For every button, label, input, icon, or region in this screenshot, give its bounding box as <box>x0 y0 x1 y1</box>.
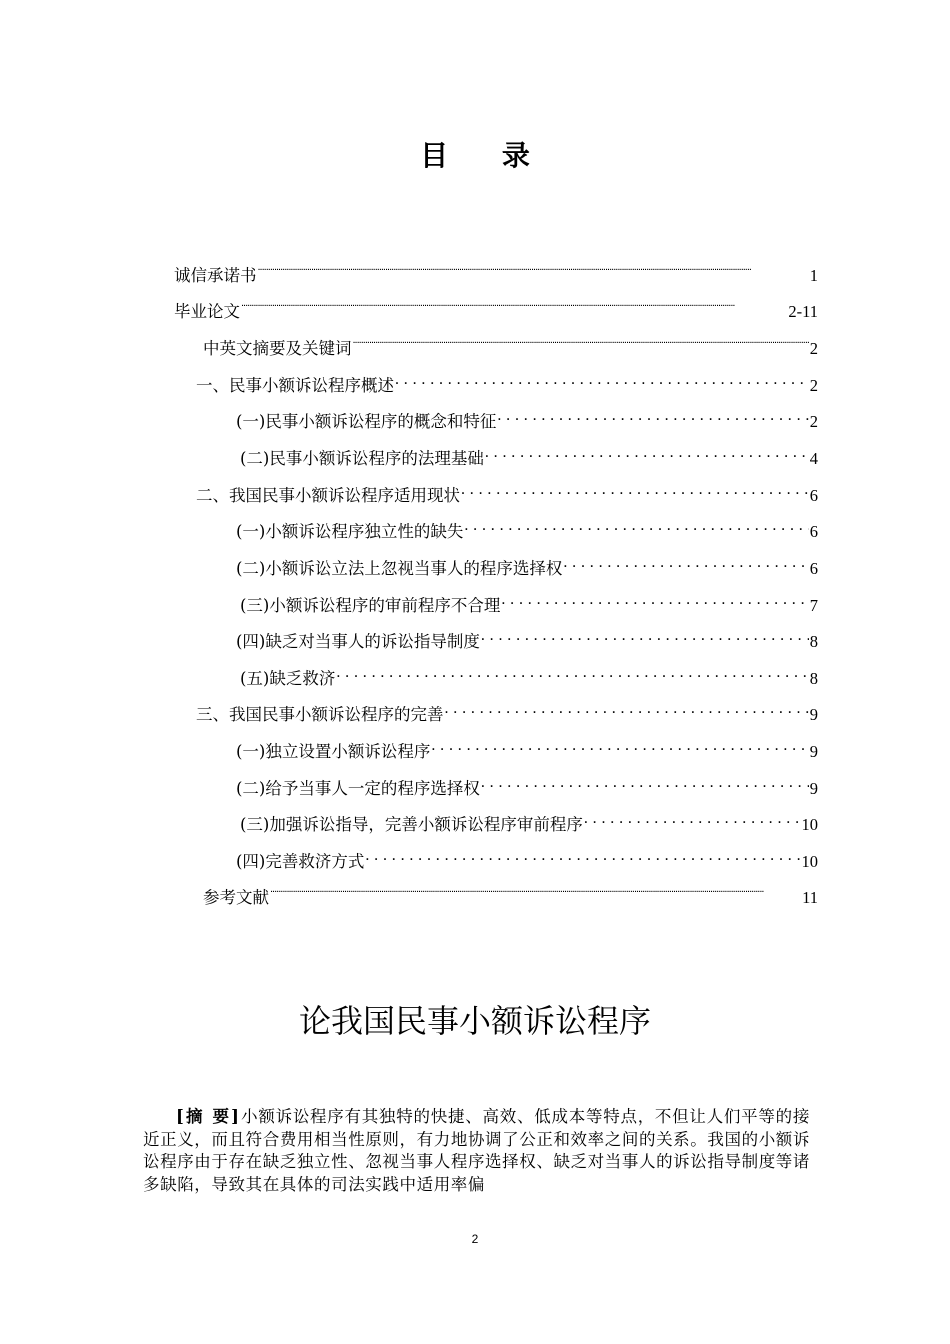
toc-entry-page: 9 <box>809 742 818 761</box>
toc-entry-label: 二、我国民事小额诉讼程序适用现状 <box>196 486 460 505</box>
toc-entry[interactable] <box>236 405 818 433</box>
toc-entry[interactable] <box>240 808 818 836</box>
toc-leader-dots <box>258 259 809 281</box>
toc-entry-label: (一)小额诉讼程序独立性的缺失 <box>236 522 464 541</box>
toc-entry-page: 2 <box>809 376 818 395</box>
toc-entry-page: 2-11 <box>788 302 818 321</box>
abstract-text: 小额诉讼程序有其独特的快捷、高效、低成本等特点，不但让人们平等的接近正义，而且符合费用相当性原则，有力地协调了公正和效率之间的关系。我国的小额诉讼程序由于存在缺乏独立性、忽视当事人程序选择权、缺乏对当事人的诉讼指导制度等诸多缺陷，导致其在具体的司法实践中适用率偏 <box>143 1107 810 1194</box>
toc-entry[interactable] <box>203 332 818 360</box>
toc-entry-label: 一、民事小额诉讼程序概述 <box>196 376 394 395</box>
toc-leader-dots <box>485 442 809 464</box>
toc-entry[interactable] <box>203 881 818 909</box>
abstract-paragraph <box>143 1106 810 1196</box>
toc-entry-page: 6 <box>809 522 818 541</box>
toc-entry[interactable] <box>240 589 818 617</box>
toc-entry-label: (四)完善救济方式 <box>236 852 365 871</box>
toc-entry-label: 三、我国民事小额诉讼程序的完善 <box>196 705 444 724</box>
toc-leader-dots <box>464 515 808 537</box>
toc-entry-page: 8 <box>809 632 818 651</box>
toc-entry-label: (四)缺乏对当事人的诉讼指导制度 <box>236 632 480 651</box>
toc-entry-page: 9 <box>809 705 818 724</box>
toc-entry[interactable] <box>196 479 818 507</box>
page-number: 2 <box>471 1232 479 1246</box>
toc-leader-dots <box>461 479 809 501</box>
toc-entry-label: 参考文献 <box>203 888 269 907</box>
toc-entry[interactable] <box>196 698 818 726</box>
toc-entry-page: 8 <box>809 669 818 688</box>
toc-leader-dots <box>241 295 787 317</box>
toc-entry[interactable] <box>240 442 818 470</box>
toc-entry-label: (二)小额诉讼立法上忽视当事人的程序选择权 <box>236 559 563 578</box>
toc-leader-dots <box>497 405 808 427</box>
toc-entry-page: 2 <box>809 339 818 358</box>
toc-leader-dots <box>395 369 809 391</box>
toc-entry-page: 10 <box>801 815 818 834</box>
toc-entry-label: (二)给予当事人一定的程序选择权 <box>236 779 480 798</box>
toc-title: 目 录 <box>420 139 552 172</box>
toc-leader-dots <box>431 735 808 757</box>
toc-entry-label: (五)缺乏救济 <box>240 669 336 688</box>
toc-entry-page: 4 <box>809 449 818 468</box>
toc-entry-page: 11 <box>802 888 818 907</box>
toc-entry-page: 2 <box>809 412 818 431</box>
toc-entry-page: 6 <box>809 559 818 578</box>
toc-entry-page: 1 <box>809 266 818 285</box>
toc-leader-dots <box>563 552 808 574</box>
toc-entry-label: (三)加强诉讼指导，完善小额诉讼程序审前程序 <box>240 815 583 834</box>
toc-leader-dots <box>481 772 809 794</box>
toc-leader-dots <box>336 662 808 684</box>
toc-entry-page: 7 <box>809 596 818 615</box>
toc-entry[interactable] <box>236 845 818 873</box>
toc-leader-dots <box>584 808 801 830</box>
toc-entry-label: (二)民事小额诉讼程序的法理基础 <box>240 449 484 468</box>
toc-entry-label: 中英文摘要及关键词 <box>203 339 352 358</box>
toc-entry[interactable] <box>236 515 818 543</box>
abstract-heading: [摘 要] <box>176 1107 241 1126</box>
toc-entry-label: (一)独立设置小额诉讼程序 <box>236 742 431 761</box>
toc-entry[interactable] <box>236 735 818 763</box>
toc-entry-label: (三)小额诉讼程序的审前程序不合理 <box>240 596 501 615</box>
toc-entry-label: 毕业论文 <box>174 302 240 321</box>
toc-entry-page: 6 <box>809 486 818 505</box>
toc-entry-page: 10 <box>801 852 818 871</box>
toc-leader-dots <box>365 845 800 867</box>
toc-entry-label: (一)民事小额诉讼程序的概念和特征 <box>236 412 497 431</box>
toc-entry[interactable] <box>196 369 818 397</box>
toc-entry[interactable] <box>236 772 818 800</box>
paper-title: 论我国民事小额诉讼程序 <box>298 1002 651 1040</box>
toc-entry[interactable] <box>174 295 818 323</box>
toc-entry[interactable] <box>236 625 818 653</box>
toc-leader-dots <box>445 698 809 720</box>
toc-entry[interactable] <box>174 259 818 287</box>
toc-leader-dots <box>481 625 809 647</box>
toc-leader-dots <box>270 881 801 903</box>
toc-entry-label: 诚信承诺书 <box>174 266 257 285</box>
toc-entry[interactable] <box>240 662 818 690</box>
toc-leader-dots <box>353 332 809 354</box>
toc-leader-dots <box>501 589 808 611</box>
toc-entry[interactable] <box>236 552 818 580</box>
toc-entry-page: 9 <box>809 779 818 798</box>
